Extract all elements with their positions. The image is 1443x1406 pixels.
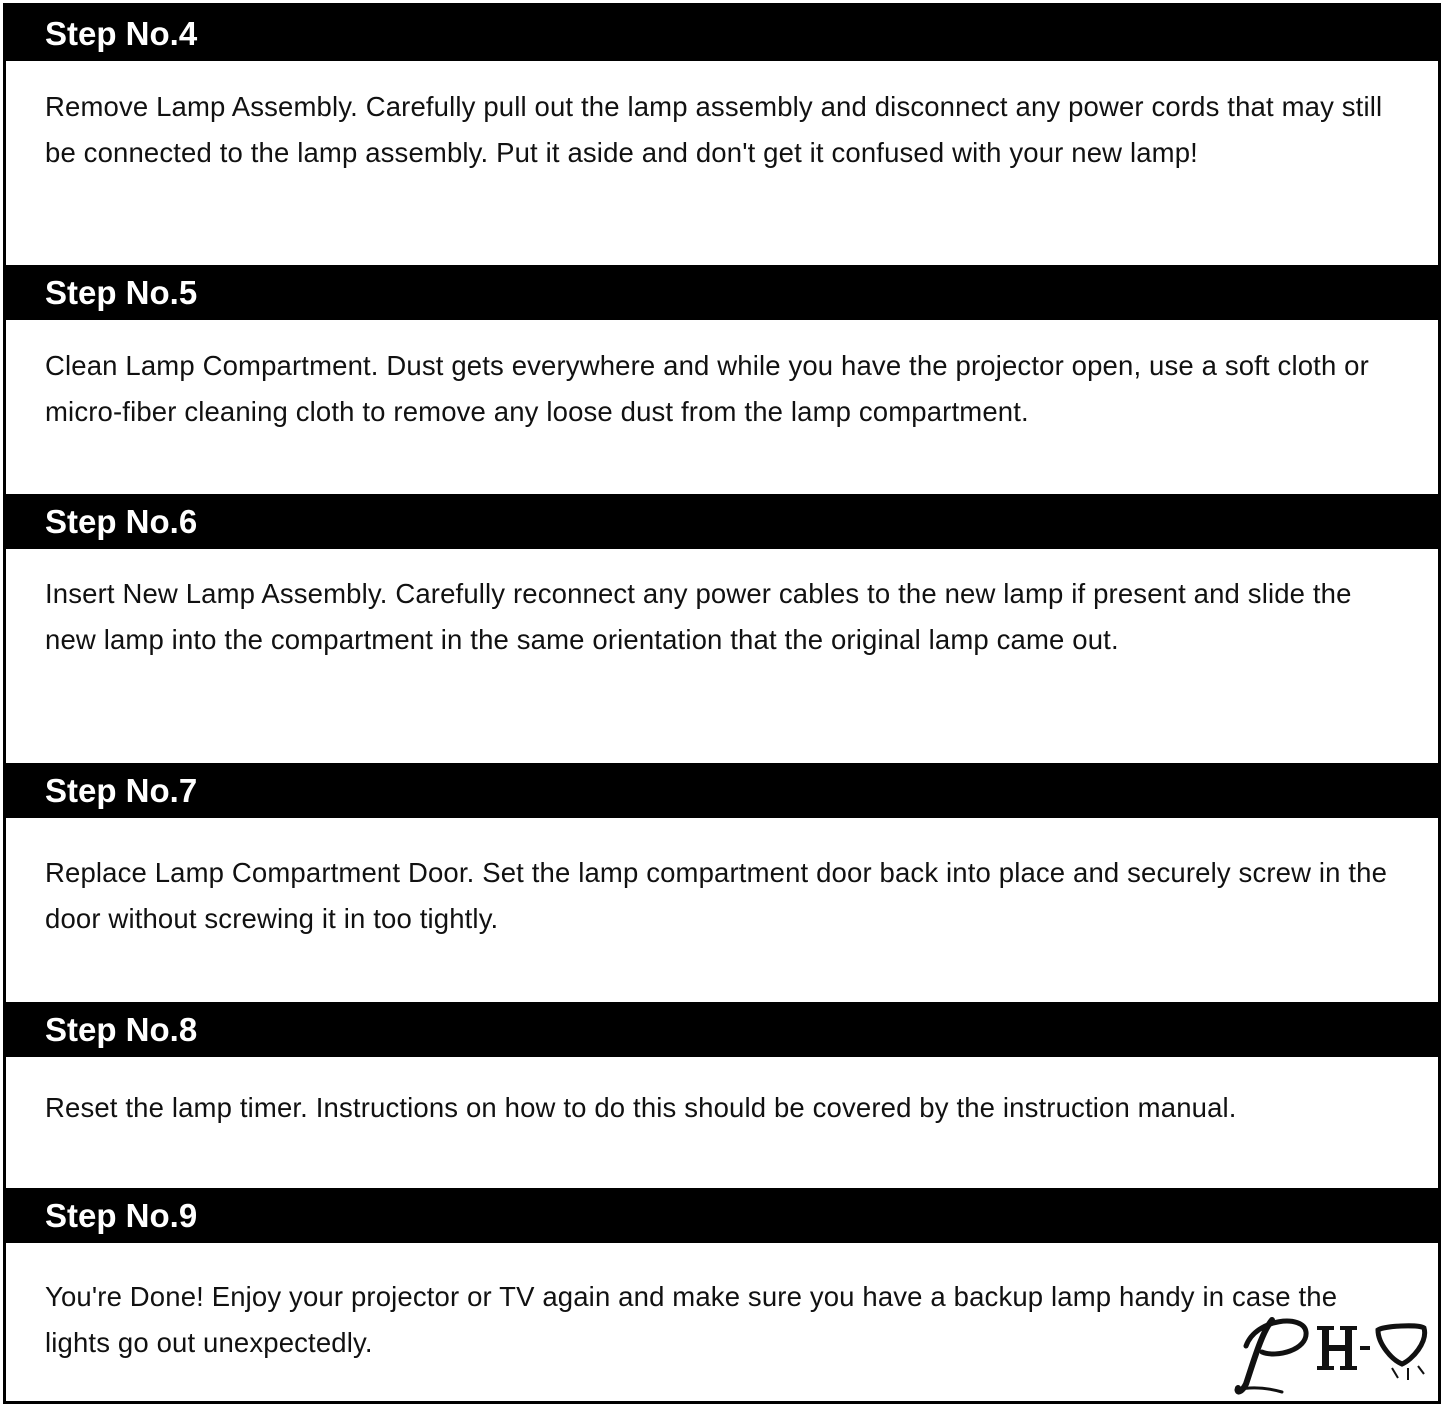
step-7-section [6,763,1438,942]
step-5-section [6,265,1438,435]
step-7-text: Replace Lamp Compartment Door. Set the lamp compartment door back into place and securely screw in the door without screwing it in too tightly. [45,857,1388,934]
instructions-panel [3,3,1441,1404]
step-8-section [6,1002,1438,1131]
step-6-title: Step No.6 [6,494,1438,549]
step-9-text: You're Done! Enjoy your projector or TV again and make sure you have a backup lamp handy in case the lights go out unexpectedly. [45,1281,1338,1358]
step-6-text: Insert New Lamp Assembly. Carefully reconnect any power cables to the new lamp if present and slide the new lamp into the compartment in the same orientation that the original lamp came out. [45,578,1352,655]
step-8-text: Reset the lamp timer. Instructions on how to do this should be covered by the instruction manual. [45,1092,1237,1123]
step-4-text: Remove Lamp Assembly. Carefully pull out the lamp assembly and disconnect any power cords that may still be connected to the lamp assembly. Put it aside and don't get it confused with your new lamp! [45,91,1383,168]
lightbulb-icon [1378,1326,1425,1380]
step-9-section [6,1188,1438,1366]
step-9-title: Step No.9 [6,1188,1438,1243]
step-7-title: Step No.7 [6,763,1438,818]
pho-logo [1232,1312,1428,1397]
step-4-title: Step No.4 [6,6,1438,61]
step-6-section [6,494,1438,663]
step-5-title: Step No.5 [6,265,1438,320]
step-4-section [6,6,1438,176]
step-5-text: Clean Lamp Compartment. Dust gets everywhere and while you have the projector open, use a soft cloth or micro-fiber cleaning cloth to remove any loose dust from the lamp compartment. [45,350,1369,427]
step-8-title: Step No.8 [6,1002,1438,1057]
